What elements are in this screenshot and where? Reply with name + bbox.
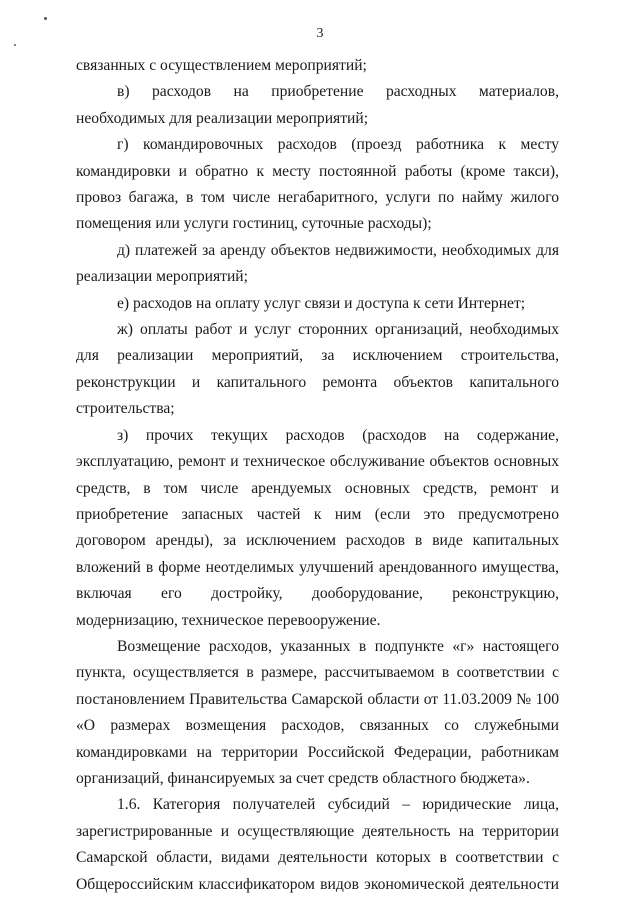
paragraph-reimbursement: Возмещение расходов, указанных в подпункте «г» настоящего пункта, осуществляется в размере, рассчитываемом в соответствии с постановлением Правительства Самарской области от 11.03.2009 № 100 «О размерах возмещения расходов, связанных со служебными командировками на территории Российской Федерации, работникам организаций, финансируемых за счет средств областного бюджета». (76, 637, 559, 787)
scan-artifact (44, 17, 47, 20)
paragraph-item-d: д) платежей за аренду объектов недвижимости, необходимых для реализации мероприятий; (76, 241, 559, 286)
paragraph-item-g: г) командировочных расходов (проезд работника к месту командировки и обратно к месту постоянной работы (кроме такси), провоз багажа, в том числе негабаритного, услуги по найму жилого помещения или услуги гостиниц, суточные расходы); (76, 136, 559, 233)
document-body (76, 53, 559, 898)
scan-artifact (14, 44, 16, 46)
paragraph-item-z: з) прочих текущих расходов (расходов на содержание, эксплуатацию, ремонт и техническое обслуживание объектов основных средств, в том числе арендуемых основных средств, ремонт и приобретение запасных частей к ним (если это предусмотрено договором аренды), за исключением расходов в виде капитальных вложений в форме неотделимых улучшений арендованного имущества, включая его достройку, дооборудование, реконструкцию, модернизацию, техническое перевооружение. (76, 426, 559, 629)
paragraph-item-zh: ж) оплаты работ и услуг сторонних организаций, необходимых для реализации мероприятий, за исключением строительства, реконструкции и капитального ремонта объектов капитального строительства; (76, 321, 559, 418)
paragraph-item-e: е) расходов на оплату услуг связи и доступа к сети Интернет; (117, 294, 526, 312)
page-number: 3 (316, 26, 324, 41)
paragraph-1-6: 1.6. Категория получателей субсидий – юридические лица, зарегистрированные и осуществляющие деятельность на территории Самарской области, видами деятельности которых в соответствии с Общероссийским классификатором видов экономической деятельности (76, 796, 559, 893)
paragraph-continuation: связанных с осуществлением мероприятий; (76, 57, 367, 74)
paragraph-item-v: в) расходов на приобретение расходных материалов, необходимых для реализации мероприятий; (76, 83, 559, 127)
